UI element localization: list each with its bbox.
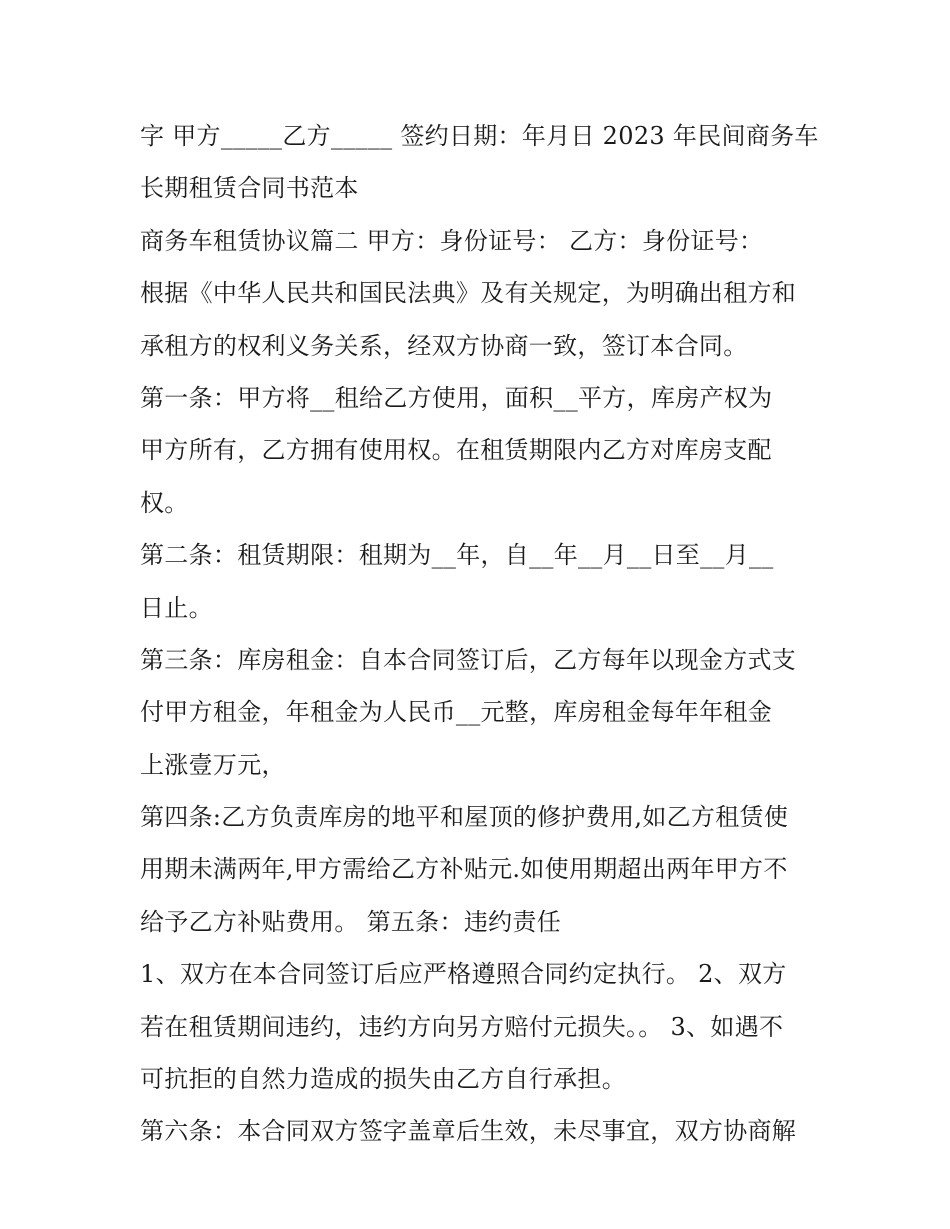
- text-line: 根据《中华人民共和国民法典》及有关规定，为明确出租方和: [140, 279, 797, 308]
- text-line: 第一条：甲方将__租给乙方使用，面积__平方，库房产权为: [140, 383, 773, 412]
- text-line: 甲方所有，乙方拥有使用权。在租赁期限内乙方对库房支配: [140, 436, 772, 465]
- text-line: 长期租赁合同书范本: [140, 174, 359, 203]
- text-line: 第三条：库房租金：自本合同签订后，乙方每年以现金方式支: [140, 645, 797, 674]
- text-line: 上涨壹万元，: [140, 750, 286, 779]
- text-line: 1、双方在本合同签订后应严格遵照合同约定执行。 2、双方: [140, 960, 787, 989]
- text-line: 日止。: [140, 593, 213, 622]
- text-line: 用期未满两年,甲方需给乙方补贴元.如使用期超出两年甲方不: [140, 855, 788, 884]
- text-line: 承租方的权利义务关系，经双方协商一致，签订本合同。: [140, 331, 748, 360]
- document-body: [140, 110, 820, 1158]
- text-line: 第六条：本合同双方签字盖章后生效，未尽事宜，双方协商解: [140, 1117, 797, 1146]
- text-line: 权。: [140, 488, 189, 517]
- text-line: 第二条：租赁期限：租期为__年，自__年__月__日至__月__: [140, 541, 774, 570]
- text-line: 若在租赁期间违约，违约方向另方赔付元损失。。 3、如遇不: [140, 1012, 784, 1041]
- text-line: 字 甲方_____乙方_____ 签约日期：年月日 2023 年民间商务车: [140, 122, 819, 150]
- text-line: 商务车租赁协议篇二 甲方：身份证号： 乙方：身份证号：: [140, 226, 764, 255]
- text-line: 第四条:乙方负责库房的地平和屋顶的修护费用,如乙方租赁使: [140, 803, 789, 832]
- text-line: 可抗拒的自然力造成的损失由乙方自行承担。: [140, 1065, 626, 1094]
- text-line: 给予乙方补贴费用。 第五条：违约责任: [140, 907, 562, 936]
- text-line: 付甲方租金，年租金为人民币__元整，库房租金每年年租金: [140, 698, 773, 727]
